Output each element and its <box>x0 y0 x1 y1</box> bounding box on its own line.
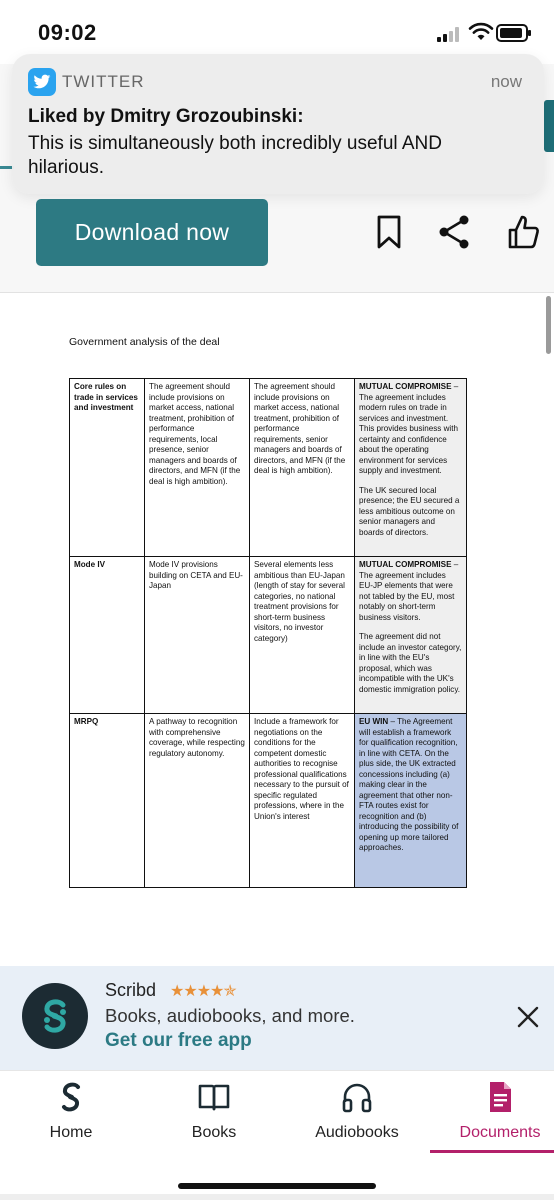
verdict-cell <box>355 714 467 888</box>
table-cell: The agreement should include provisions on market access, national treatment, prohibition of performance requirements, senior managers and boards of directors, and MFN (if the deal is high ambition). <box>250 379 355 557</box>
notification-app-name: TWITTER <box>62 72 145 91</box>
nav-item-books[interactable] <box>159 1080 269 1142</box>
row-topic: Core rules on trade in services and investment <box>70 379 145 557</box>
verdict-cell <box>355 557 467 714</box>
deal-analysis-table <box>69 378 467 888</box>
table-cell: Several elements less ambitious than EU-Japan (length of stay for several categories, no national treatment provisions for short-term business visitors, no investor category) <box>250 557 355 714</box>
table-cell: The agreement should include provisions on market access, national treatment, prohibition of performance requirements, local presence, senior managers and boards of directors, and MFN (if the deal is high ambition). <box>145 379 250 557</box>
document-heading: Government analysis of the deal <box>69 336 220 348</box>
banner-app-name: Scribd <box>105 980 157 1000</box>
header-accent-right <box>544 100 554 152</box>
active-tab-indicator <box>430 1150 554 1153</box>
rating-stars-icon: ★★★★✯ <box>170 983 236 1000</box>
nav-label-books: Books <box>191 1124 237 1141</box>
cellular-signal-icon <box>437 26 463 42</box>
nav-item-home[interactable] <box>16 1080 126 1142</box>
verdict-label: MUTUAL COMPROMISE <box>359 382 452 391</box>
row-topic: MRPQ <box>70 714 145 888</box>
document-scrollbar[interactable] <box>546 296 551 354</box>
book-icon <box>197 1080 231 1114</box>
notification-title: Liked by Dmitry Grozoubinski: <box>28 106 304 127</box>
table-row <box>70 557 467 714</box>
notification-body: This is simultaneously both incredibly useful AND hilarious. <box>28 133 442 178</box>
verdict-cell <box>355 379 467 557</box>
home-indicator[interactable] <box>178 1183 376 1189</box>
battery-icon <box>496 24 528 42</box>
table-row <box>70 379 467 557</box>
banner-tagline: Books, audiobooks, and more. <box>105 1005 355 1026</box>
get-app-link[interactable]: Get our free app <box>105 1030 252 1051</box>
verdict-text: – The agreement includes EU-JP elements that were not tabled by the EU, most notably on short-term business visitors. <box>359 560 459 622</box>
verdict-text: – The agreement includes modern rules on trade in services and investment. This provides business with certainty and confidence about the operating environment for services supply and investment. <box>359 382 459 475</box>
close-icon[interactable] <box>516 1005 540 1029</box>
verdict-label: MUTUAL COMPROMISE <box>359 560 452 569</box>
nav-label-audiobooks: Audiobooks <box>315 1124 399 1141</box>
notification-time: now <box>490 72 522 91</box>
verdict-text: The UK secured local presence; the EU secured a less ambitious outcome on senior managers and boards of directors. <box>359 485 460 537</box>
verdict-text: – The Agreement will establish a framework for qualification recognition, in line with CETA. On the plus side, the UK extracted concessions including (a) making clear in the agreement that other non-FTA routes exist for recognition and (b) introducing the possibility of opening up more tailored approaches. <box>359 717 459 852</box>
thumbs-up-icon[interactable] <box>506 214 540 250</box>
share-icon[interactable] <box>437 214 471 250</box>
verdict-text: The agreement did not include an investor category, in line with the EU's proposal, which was incompatible with the UK's domestic immigration policy. <box>359 632 462 694</box>
bookmark-icon[interactable] <box>372 214 406 250</box>
row-topic: Mode IV <box>70 557 145 714</box>
nav-item-audiobooks[interactable] <box>302 1080 412 1142</box>
nav-item-documents[interactable] <box>445 1080 554 1142</box>
scribd-logo-icon <box>22 983 88 1049</box>
scribd-home-icon <box>54 1080 88 1114</box>
nav-label-home: Home <box>49 1124 93 1141</box>
table-row <box>70 714 467 888</box>
twitter-notification[interactable] <box>12 54 544 194</box>
table-cell: Mode IV provisions building on CETA and EU-Japan <box>145 557 250 714</box>
headphones-icon <box>340 1080 374 1114</box>
wifi-icon <box>468 22 494 42</box>
table-cell: Include a framework for negotiations on the conditions for the competent domestic authorities to recognise professional qualifications necessary to the pursuit of specific regulated professions, where in the Union's interest <box>250 714 355 888</box>
download-button[interactable]: Download now <box>36 199 268 266</box>
status-time: 09:02 <box>38 20 97 45</box>
document-icon <box>483 1080 517 1114</box>
table-cell: A pathway to recognition with comprehensive coverage, while respecting regulatory autonomy. <box>145 714 250 888</box>
twitter-bird-icon <box>28 68 56 96</box>
verdict-label: EU WIN <box>359 717 389 726</box>
bottom-edge <box>0 1194 554 1200</box>
nav-label-documents: Documents <box>459 1124 541 1141</box>
